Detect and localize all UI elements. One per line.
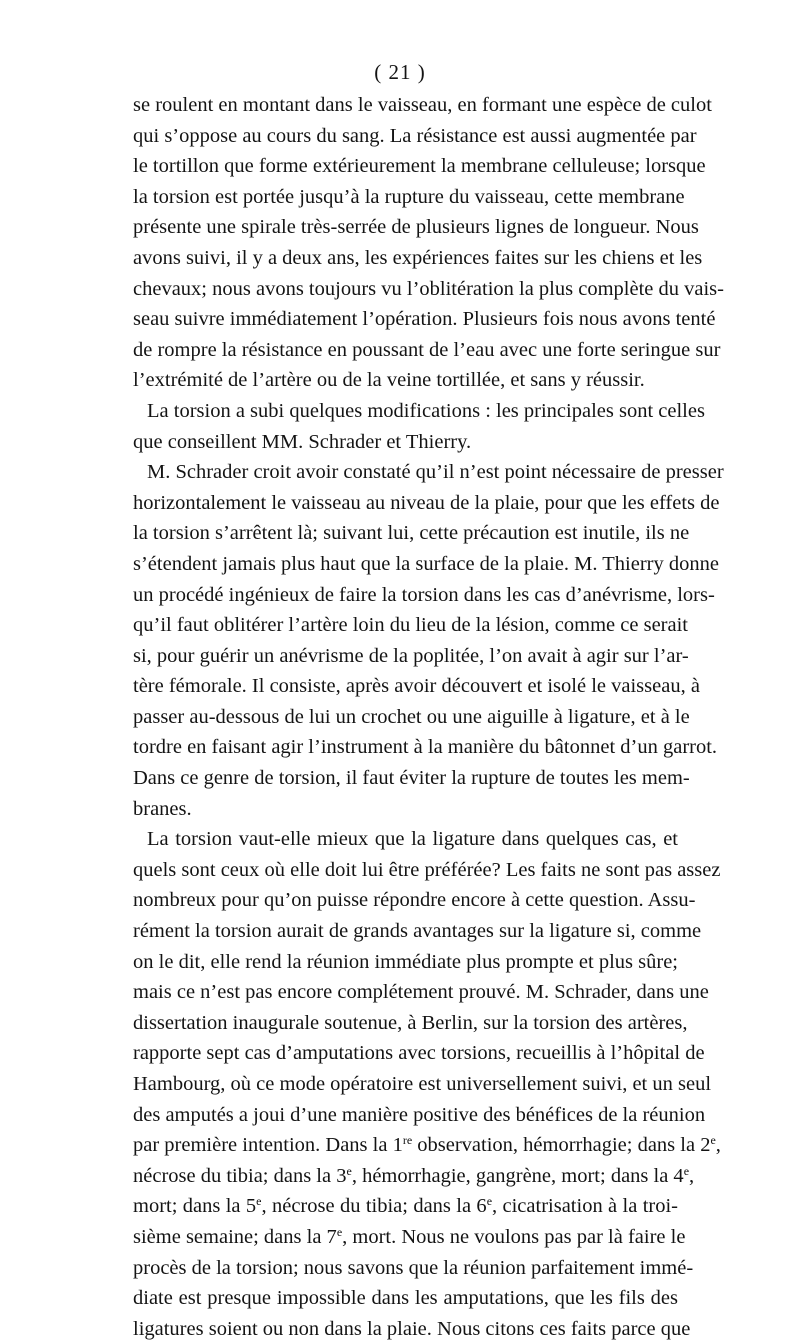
paragraph (133, 396, 705, 457)
text-line: la torsion est portée jusqu’à la rupture du vaisseau, cette membrane (133, 185, 685, 208)
text-line: La torsion a subi quelques modifications : les principales sont celles (147, 399, 705, 422)
paragraph (133, 90, 724, 396)
text-line: nécrose du tibia; dans la 3e, hémorrhagie, gangrène, mort; dans la 4e, (133, 1163, 695, 1187)
text-line: mais ce n’est pas encore complétement prouvé. M. Schrader, dans une (133, 981, 709, 1004)
text-line: on le dit, elle rend la réunion immédiate plus prompte et plus sûre; (133, 950, 678, 973)
text-line: l’extrémité de l’artère ou de la veine tortillée, et sans y réussir. (133, 369, 645, 392)
text-line: la torsion s’arrêtent là; suivant lui, cette précaution est inutile, ils ne (133, 522, 690, 545)
text-line: de rompre la résistance en poussant de l’eau avec une forte seringue sur (133, 338, 721, 361)
paragraph (133, 824, 721, 1344)
text-line: Dans ce genre de torsion, il faut éviter la rupture de toutes les mem- (133, 767, 690, 790)
text-line: rément la torsion aurait de grands avantages sur la ligature si, comme (133, 920, 702, 943)
text-line: des amputés a joui d’une manière positive des bénéfices de la réunion (133, 1103, 706, 1126)
text-line: qui s’oppose au cours du sang. La résistance est aussi augmentée par (133, 124, 697, 147)
text-line: se roulent en montant dans le vaisseau, en formant une espèce de culot (133, 94, 712, 116)
text-line: diate est presque impossible dans les amputations, que les fils des (133, 1287, 678, 1310)
body-text (133, 90, 724, 1344)
text-line: tère fémorale. Il consiste, après avoir découvert et isolé le vaisseau, à (133, 675, 700, 698)
text-line: sième semaine; dans la 7e, mort. Nous ne voulons pas par là faire le (133, 1224, 686, 1248)
text-line: que conseillent MM. Schrader et Thierry. (133, 430, 472, 453)
text-line: Hambourg, où ce mode opératoire est universellement suivi, et un seul (133, 1073, 712, 1095)
text-line: rapporte sept cas d’amputations avec torsions, recueillis à l’hôpital de (133, 1042, 705, 1065)
text-line: M. Schrader croit avoir constaté qu’il n’est point nécessaire de presser (147, 461, 724, 484)
text-line: un procédé ingénieux de faire la torsion dans les cas d’anévrisme, lors- (133, 583, 715, 606)
text-line: avons suivi, il y a deux ans, les expériences faites sur les chiens et les (133, 246, 703, 269)
text-line: horizontalement le vaisseau au niveau de la plaie, pour que les effets de (133, 491, 720, 514)
text-line: chevaux; nous avons toujours vu l’oblitération la plus complète du vais- (133, 277, 724, 300)
text-line: si, pour guérir un anévrisme de la poplitée, l’on avait à agir sur l’ar- (133, 644, 689, 667)
text-line: par première intention. Dans la 1re observation, hémorrhagie; dans la 2e, (133, 1133, 721, 1157)
text-line: dissertation inaugurale soutenue, à Berlin, sur la torsion des artères, (133, 1011, 688, 1034)
text-line: procès de la torsion; nous savons que la réunion parfaitement immé- (133, 1256, 694, 1279)
text-line: ligatures soient ou non dans la plaie. Nous citons ces faits parce que (133, 1317, 691, 1340)
text-line: mort; dans la 5e, nécrose du tibia; dans la 6e, cicatrisation à la troi- (133, 1194, 678, 1218)
text-line: présente une spirale très-serrée de plusieurs lignes de longueur. Nous (133, 216, 699, 239)
text-line: nombreux pour qu’on puisse répondre encore à cette question. Assu- (133, 889, 696, 912)
text-line: tordre en faisant agir l’instrument à la manière du bâtonnet d’un garrot. (133, 736, 718, 759)
paragraph (133, 457, 724, 824)
text-line: branes. (133, 797, 192, 820)
page-number: ( 21 ) (374, 60, 426, 84)
text-line: qu’il faut oblitérer l’artère loin du lieu de la lésion, comme ce serait (133, 614, 688, 637)
text-line: passer au-dessous de lui un crochet ou une aiguille à ligature, et à le (133, 705, 690, 728)
text-line: quels sont ceux où elle doit lui être préférée? Les faits ne sont pas assez (133, 858, 721, 881)
text-line: La torsion vaut-elle mieux que la ligature dans quelques cas, et (147, 828, 678, 851)
text-line: seau suivre immédiatement l’opération. Plusieurs fois nous avons tenté (133, 308, 716, 331)
text-line: le tortillon que forme extérieurement la membrane celluleuse; lorsque (133, 155, 706, 178)
text-line: s’étendent jamais plus haut que la surface de la plaie. M. Thierry donne (133, 552, 719, 575)
